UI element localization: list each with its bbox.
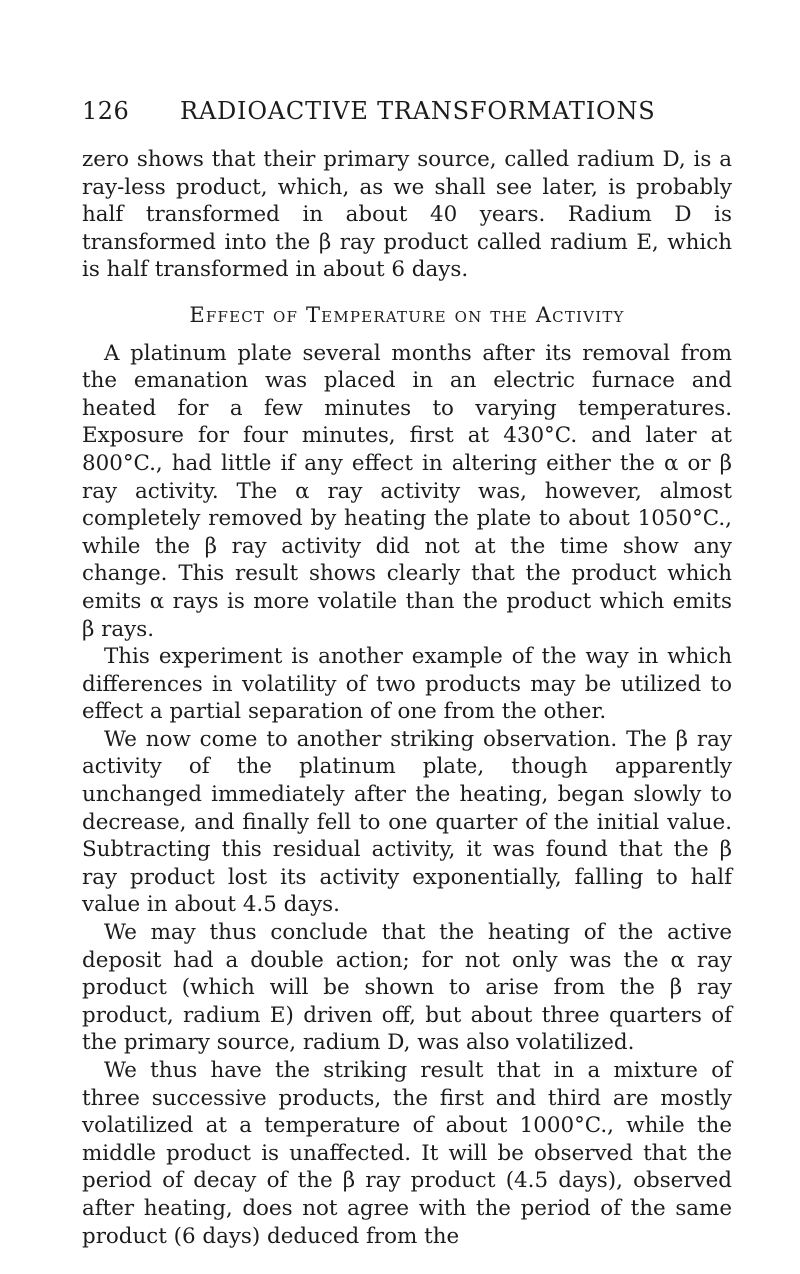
paragraph-platinum-plate: A platinum plate several months after its removal from the emanation was placed in an electric furnace and heated for a few minutes to varying temperatures. Exposure for four minutes, first at 430°C. and later at 800°C., had little if any effect in altering either the α or β ray activity. The α ray activity was, however, almost completely removed by heating the plate to about 1050°C., while the β ray activity did not at the time show any change. This result shows clearly that the product which emits α rays is more volatile than the product which emits β rays. xyxy=(82,340,732,642)
paragraph-three-products: We thus have the striking result that in a mixture of three successive products, the first and third are mostly volatilized at a temperature of about 1000°C., while the middle product is unaffected. It will be observed that the period of decay of the β ray product (4.5 days), observed after heating, does not agree with the period of the same product (6 days) deduced from the xyxy=(82,1058,732,1249)
page-header xyxy=(82,97,734,133)
paragraph-double-action: We may thus conclude that the heating of the active deposit had a double action; for not only was the α ray product (which will be shown to arise from the β ray product, radium E) driven off, but about three quarters of the primary source, radium D, was also volatilized. xyxy=(82,920,732,1056)
running-title: RADIOACTIVE TRANSFORMATIONS xyxy=(180,97,656,125)
section-heading: Effect of Temperature on the Activity xyxy=(189,302,625,327)
body-text xyxy=(82,146,732,1250)
paragraph-striking-observation: We now come to another striking observation. The β ray activity of the platinum plate, though apparently unchanged immediately after the heating, began slowly to decrease, and finally fell to one quarter of the initial value. Subtracting this residual activity, it was found that the β ray product lost its activity exponentially, falling to half value in about 4.5 days. xyxy=(82,726,732,918)
paragraph-continuation: zero shows that their primary source, called radium D, is a ray-less product, which, as we shall see later, is probably half transformed in about 40 years. Radium D is transformed into the β ray product called radium E, which is half transformed in about 6 days. xyxy=(82,147,732,283)
paragraph-volatility-example: This experiment is another example of the way in which differences in volatility of two products may be utilized to effect a partial separation of one from the other. xyxy=(82,644,732,725)
page-number: 126 xyxy=(82,97,130,125)
